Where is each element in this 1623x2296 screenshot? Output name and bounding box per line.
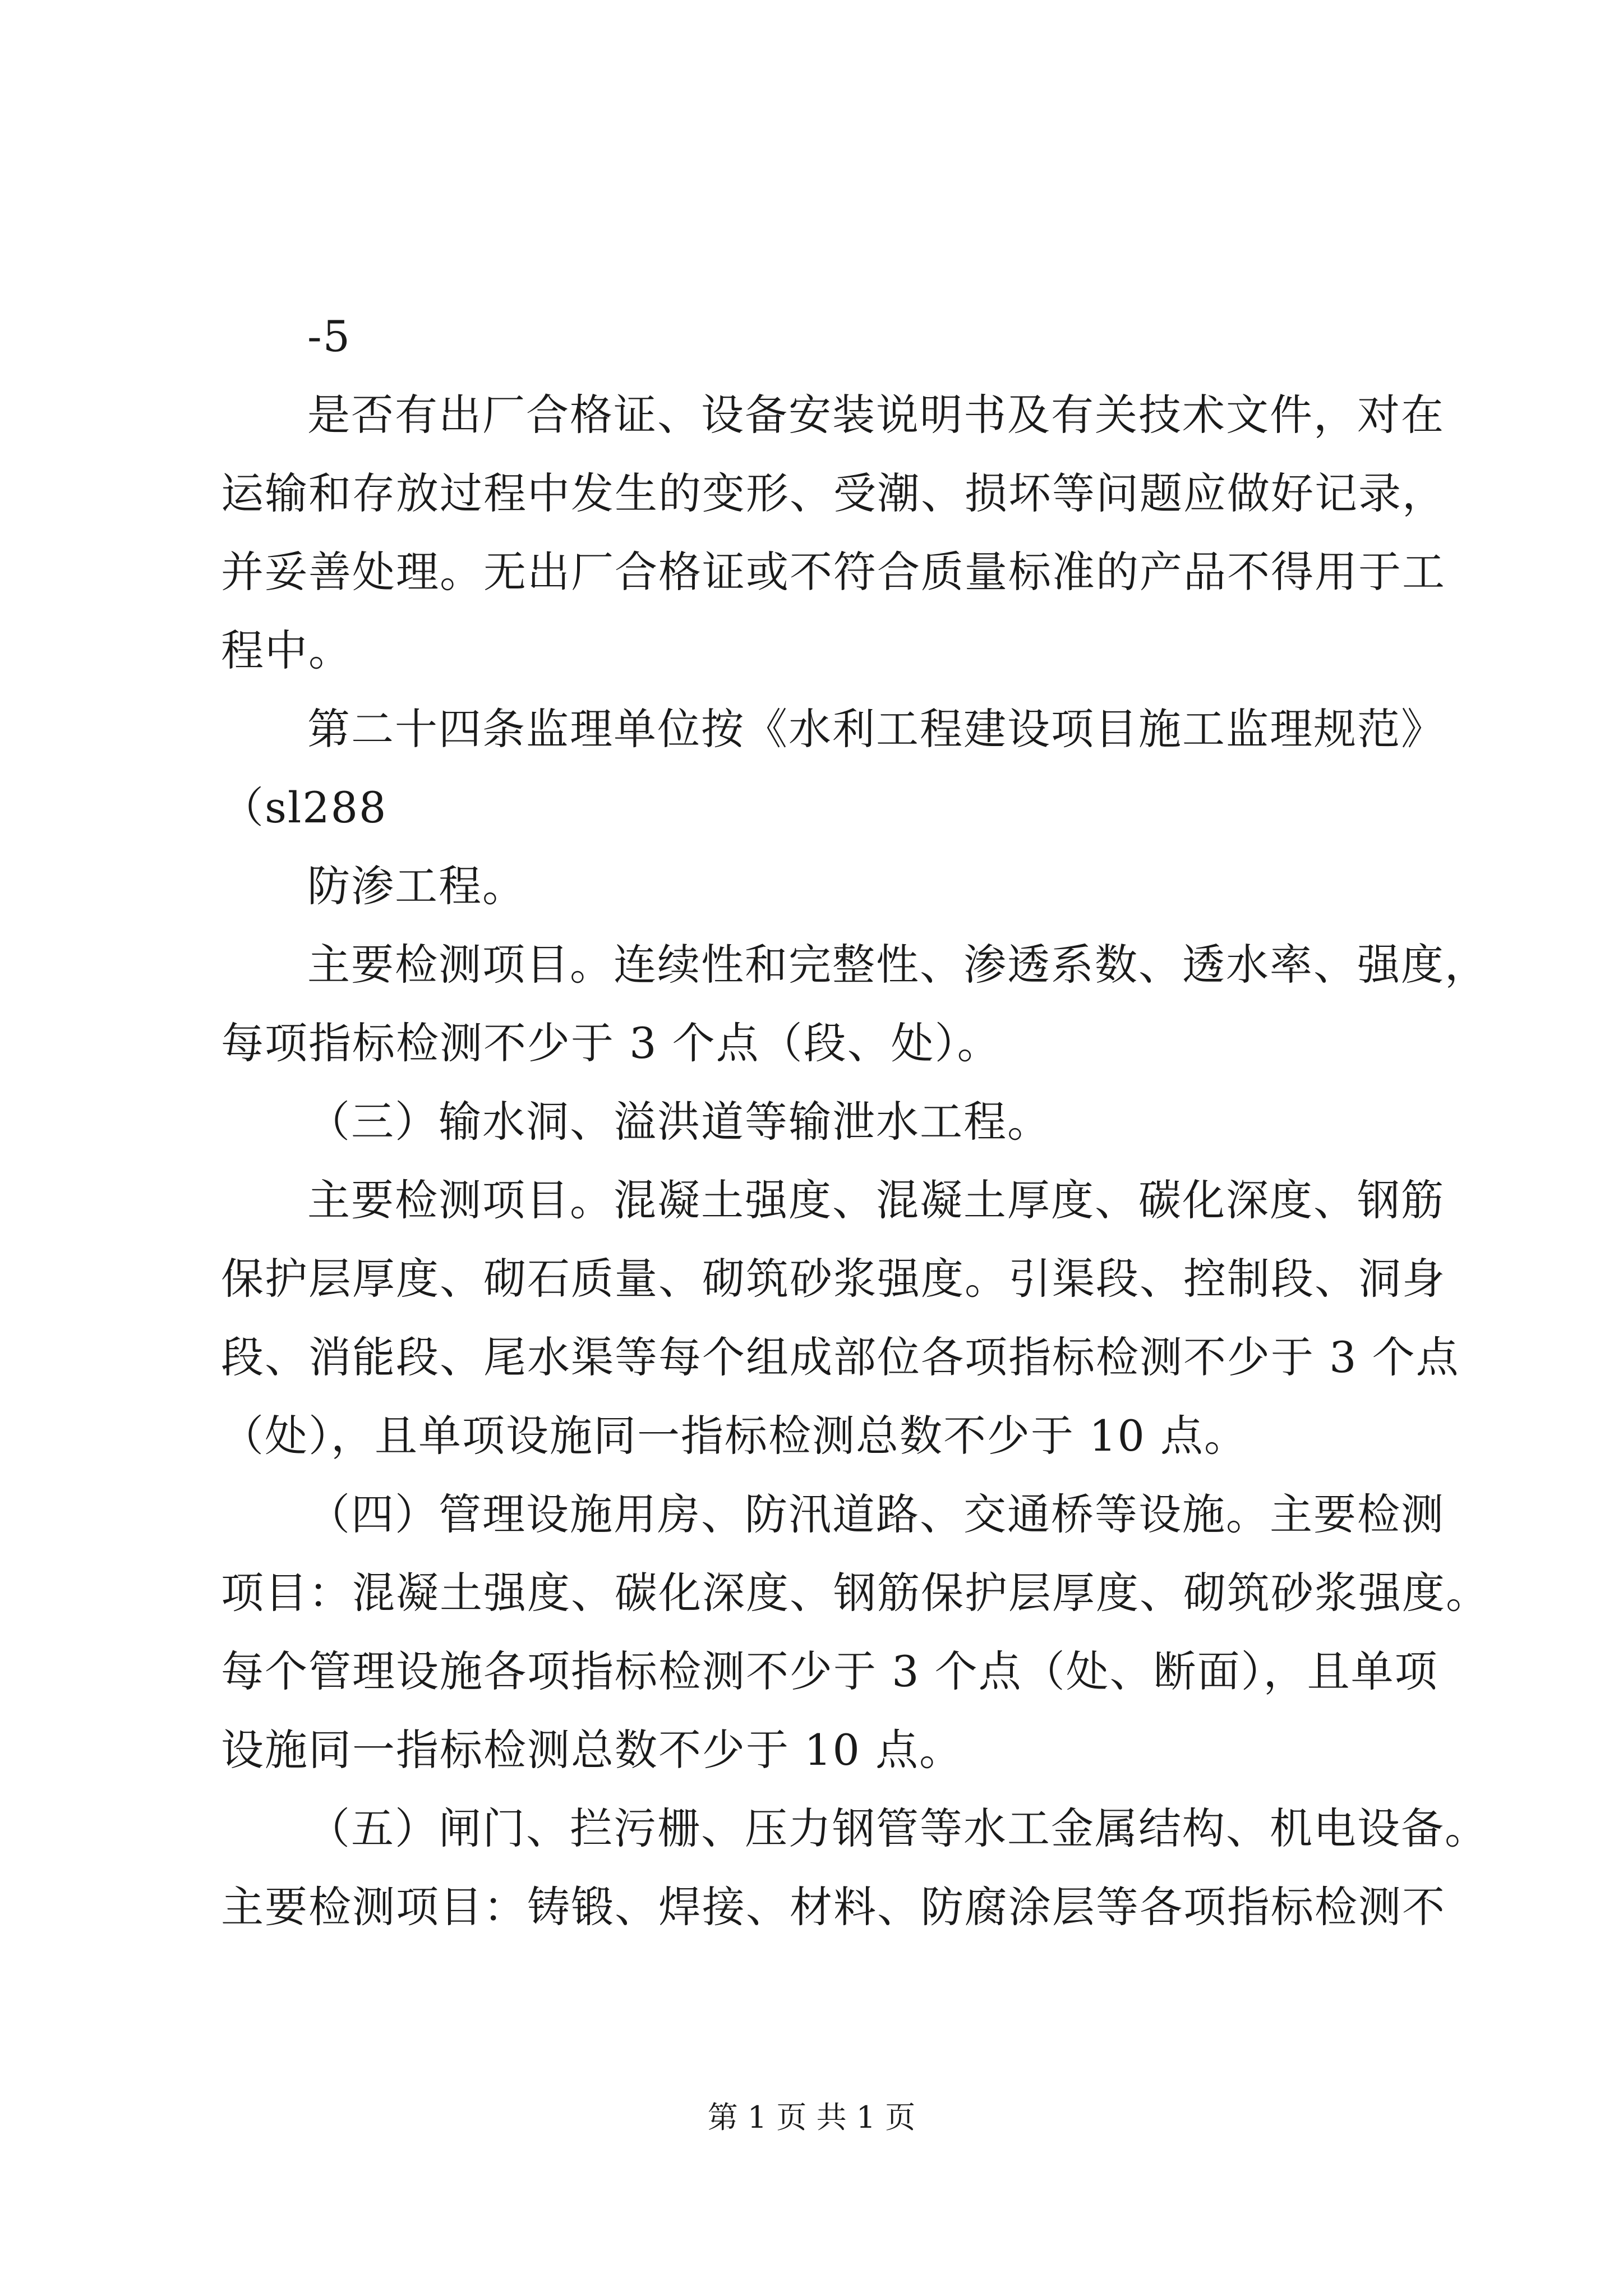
text-line: （五）闸门、拦污栅、压力钢管等水工金属结构、机电设备。 [307, 1803, 1488, 1853]
text-line: -5 [307, 311, 352, 361]
text-line: 程中。 [221, 625, 352, 675]
text-line: 每个管理设施各项指标检测不少于 3 个点（处、断面），且单项 [221, 1646, 1438, 1696]
page-footer: 第 1 页 共 1 页 [707, 2100, 916, 2135]
text-line: （三）输水洞、溢洪道等输泄水工程。 [307, 1097, 1051, 1147]
text-line: 主要检测项目：铸锻、焊接、材料、防腐涂层等各项指标检测不 [221, 1882, 1446, 1932]
text-line: 每项指标检测不少于 3 个点（段、处）。 [221, 1018, 1001, 1068]
text-line: 段、消能段、尾水渠等每个组成部位各项指标检测不少于 3 个点 [221, 1332, 1460, 1382]
text-line: 设施同一指标检测总数不少于 10 点。 [221, 1725, 963, 1775]
text-line: 项目：混凝土强度、碳化深度、钢筋保护层厚度、砌筑砂浆强度。 [221, 1568, 1490, 1618]
text-line: 并妥善处理。无出厂合格证或不符合质量标准的产品不得用于工 [221, 547, 1446, 597]
text-line: 第二十四条监理单位按《水利工程建设项目施工监理规范》 [307, 704, 1445, 754]
text-line: 运输和存放过程中发生的变形、受潮、损坏等问题应做好记录， [221, 468, 1446, 518]
text-line: （四）管理设施用房、防汛道路、交通桥等设施。主要检测 [307, 1489, 1445, 1539]
text-line: 是否有出厂合格证、设备安装说明书及有关技术文件，对在 [307, 390, 1445, 440]
text-line: （处），且单项设施同一指标检测总数不少于 10 点。 [221, 1411, 1248, 1461]
text-line: 保护层厚度、砌石质量、砌筑砂浆强度。引渠段、控制段、洞身 [221, 1254, 1446, 1304]
text-line: （sl288 [221, 783, 388, 832]
text-line: 防渗工程。 [307, 861, 526, 911]
text-line: 主要检测项目。连续性和完整性、渗透系数、透水率、强度， [307, 940, 1488, 990]
text-line: 主要检测项目。混凝土强度、混凝土厚度、碳化深度、钢筋 [307, 1175, 1445, 1225]
